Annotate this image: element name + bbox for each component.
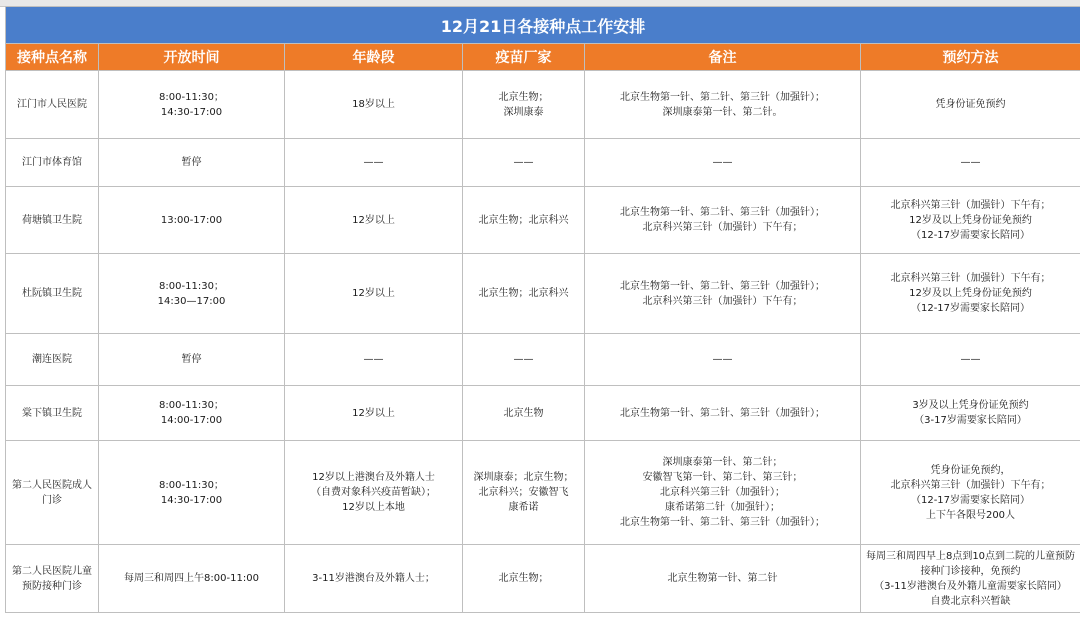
table-row: [6, 441, 1080, 545]
table-cell: 3-11岁港澳台及外籍人士；: [285, 545, 463, 613]
table-title: 12月21日各接种点工作安排: [6, 7, 1080, 44]
table-row: [6, 71, 1080, 139]
table-cell: 北京生物: [463, 386, 585, 441]
table-cell: 江门市人民医院: [6, 71, 99, 139]
table-cell: 暂停: [99, 139, 285, 187]
table-cell: 暂停: [99, 334, 285, 386]
table-cell: 18岁以上: [285, 71, 463, 139]
table-cell: 8:00-11:30； 14:30—17:00: [99, 254, 285, 334]
table-row: [6, 545, 1080, 613]
table-body: [6, 71, 1080, 613]
table-cell: 北京生物；北京科兴: [463, 254, 585, 334]
column-header: 开放时间: [99, 44, 285, 71]
table-cell: 12岁以上: [285, 187, 463, 254]
table-cell: 棠下镇卫生院: [6, 386, 99, 441]
table-cell: 北京科兴第三针（加强针）下午有； 12岁及以上凭身份证免预约 （12-17岁需要家长陪同）: [861, 187, 1080, 254]
table-cell: 北京生物第一针、第二针、第三针（加强针）； 深圳康泰第一针、第二针。: [585, 71, 861, 139]
table-cell: 8:00-11:30； 14:00-17:00: [99, 386, 285, 441]
table-cell: 北京生物；北京科兴: [463, 187, 585, 254]
table-cell: ——: [585, 139, 861, 187]
table-cell: 杜阮镇卫生院: [6, 254, 99, 334]
table-cell: 8:00-11:30； 14:30-17:00: [99, 441, 285, 545]
table-cell: ——: [861, 334, 1080, 386]
table-cell: 12岁以上: [285, 254, 463, 334]
table-row: [6, 254, 1080, 334]
schedule-table: [5, 6, 1080, 613]
table-cell: 第二人民医院成人门诊: [6, 441, 99, 545]
table-cell: 荷塘镇卫生院: [6, 187, 99, 254]
title-row: [6, 7, 1080, 44]
table-cell: 13:00-17:00: [99, 187, 285, 254]
table-row: [6, 334, 1080, 386]
table-cell: ——: [861, 139, 1080, 187]
table-cell: 北京科兴第三针（加强针）下午有； 12岁及以上凭身份证免预约 （12-17岁需要家长陪同）: [861, 254, 1080, 334]
table-cell: 每周三和周四早上8点到10点到二院的儿童预防接种门诊接种，免预约 （3-11岁港澳台及外籍儿童需要家长陪同） 自费北京科兴暂缺: [861, 545, 1080, 613]
table-cell: ——: [585, 334, 861, 386]
table-cell: 深圳康泰第一针、第二针； 安徽智飞第一针、第二针、第三针； 北京科兴第三针（加强针）； 康希诺第二针（加强针）； 北京生物第一针、第二针、第三针（加强针）；: [585, 441, 861, 545]
table-cell: 深圳康泰；北京生物； 北京科兴；安徽智飞 康希诺: [463, 441, 585, 545]
table-cell: 江门市体育馆: [6, 139, 99, 187]
table-cell: 3岁及以上凭身份证免预约 （3-17岁需要家长陪同）: [861, 386, 1080, 441]
table-cell: 北京生物； 深圳康泰: [463, 71, 585, 139]
table-cell: 12岁以上: [285, 386, 463, 441]
table-cell: 北京生物第一针、第二针: [585, 545, 861, 613]
table-row: [6, 187, 1080, 254]
table-cell: 潮连医院: [6, 334, 99, 386]
table-cell: 北京生物第一针、第二针、第三针（加强针）；: [585, 386, 861, 441]
column-header: 接种点名称: [6, 44, 99, 71]
table-cell: 12岁以上港澳台及外籍人士 （自费对象科兴疫苗暂缺）； 12岁以上本地: [285, 441, 463, 545]
column-header: 备注: [585, 44, 861, 71]
column-header: 预约方法: [861, 44, 1080, 71]
table-cell: 北京生物；: [463, 545, 585, 613]
table-cell: 第二人民医院儿童预防接种门诊: [6, 545, 99, 613]
table-cell: 北京生物第一针、第二针、第三针（加强针）； 北京科兴第三针（加强针）下午有；: [585, 254, 861, 334]
table-cell: 凭身份证免预约: [861, 71, 1080, 139]
table-cell: ——: [285, 139, 463, 187]
header-row: [6, 44, 1080, 71]
column-header: 年龄段: [285, 44, 463, 71]
table-row: [6, 139, 1080, 187]
table-cell: 凭身份证免预约， 北京科兴第三针（加强针）下午有； （12-17岁需要家长陪同） 上下午各限号200人: [861, 441, 1080, 545]
table-cell: ——: [463, 334, 585, 386]
column-header: 疫苗厂家: [463, 44, 585, 71]
table-cell: ——: [285, 334, 463, 386]
table-cell: 8:00-11:30； 14:30-17:00: [99, 71, 285, 139]
table-cell: 每周三和周四上午8:00-11:00: [99, 545, 285, 613]
table-cell: 北京生物第一针、第二针、第三针（加强针）； 北京科兴第三针（加强针）下午有；: [585, 187, 861, 254]
table-cell: ——: [463, 139, 585, 187]
table-row: [6, 386, 1080, 441]
